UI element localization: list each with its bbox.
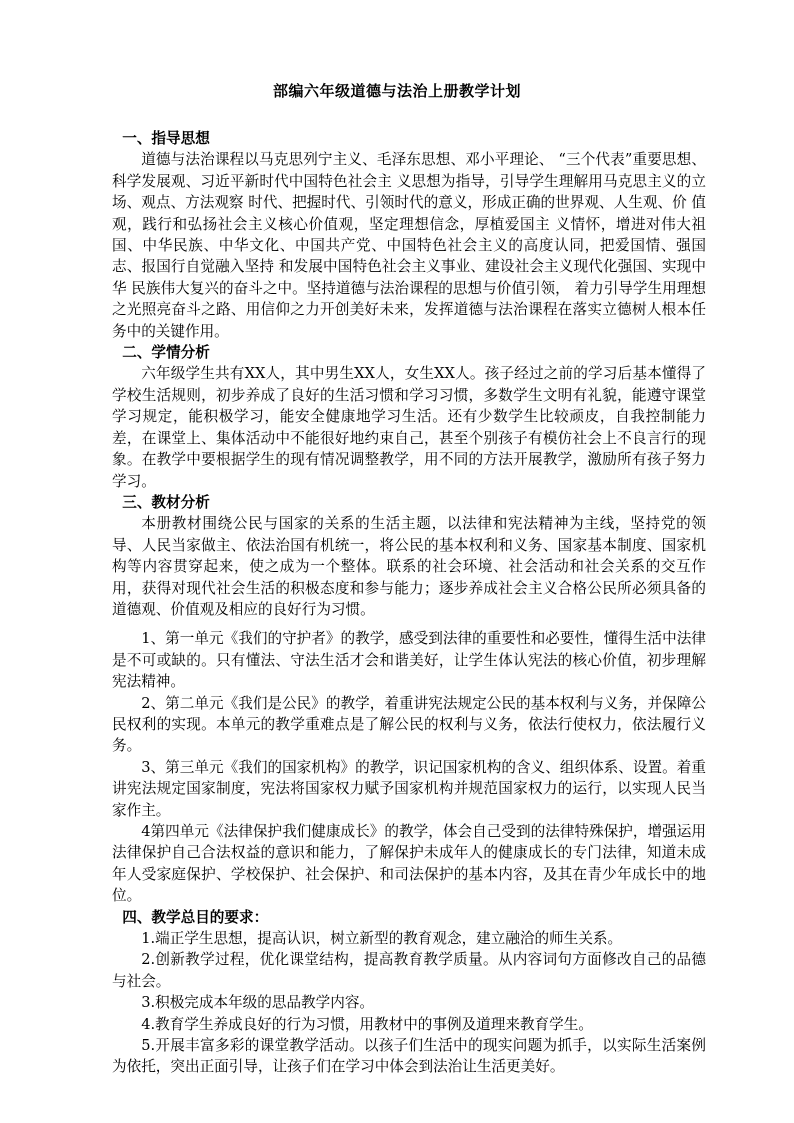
section-heading-textbook-analysis: 三、教材分析 <box>122 493 210 511</box>
goal-item-3: 3.积极完成本年级的思品教学内容。 <box>141 994 375 1012</box>
section-heading-guiding-ideology: 一、指导思想 <box>122 130 210 147</box>
paragraph-unit-3: 3、第三单元《我们的国家机构》的教学，识记国家机构的含义、组织体系、设置。着重讲宪法规定国家制度，宪法将国家权力赋予国家机构并规范国家权力的运行，以实现人民当家作主。 <box>112 758 706 819</box>
paragraph-unit-1: 1、第一单元《我们的守护者》的教学，感受到法律的重要性和必要性，懂得生活中法律是不可或缺的。只有懂法、守法生活才会和谐美好，让学生体认宪法的核心价值，初步理解宪法精神。 <box>112 630 706 691</box>
document-title: 部编六年级道德与法治上册教学计划 <box>272 82 521 100</box>
paragraph-guiding-ideology: 道德与法治课程以马克思列宁主义、毛泽东思想、邓小平理论、 “三个代表”重要思想、科学发展观、习近平新时代中国特色社会主 义思想为指导，引导学生理解用马克思主义的立场、观点、方法观察 时代、把握时代、引领时代的意义，形成正确的世界观、人生观、价 值观，践行和弘扬社会主义核心价值观，坚定理想信念，厚植爱国主 义情怀，增进对伟大祖国、中华民族、中华文化、中国共产党、中国特色社会主义的高度认同，把爱国情、强国志、报国行自觉融入坚持 和发展中国特色社会主义事业、建设社会主义现代化强国、实现中华 民族伟大复兴的奋斗之中。坚持道德与法治课程的思想与价值引领， 着力引导学生用理想之光照亮奋斗之路、用信仰之力开创美好未来，发挥道德与法治课程在落实立德树人根本任务中的关键作用。 <box>112 151 706 340</box>
goal-item-4: 4.教育学生养成良好的行为习惯，用教材中的事例及道理来教育学生。 <box>141 1015 593 1033</box>
document-body <box>112 128 706 1078</box>
paragraph-unit-4: 4第四单元《法律保护我们健康成长》的教学，体会自己受到的法律特殊保护，增强运用法律保护自己合法权益的意识和能力，了解保护未成年人的健康成长的专门法律，知道未成年人受家庭保护、学校保护、社会保护、和司法保护的基本内容，及其在青少年成长中的地位。 <box>112 823 706 905</box>
paragraph-unit-2: 2、第二单元《我们是公民》的教学，着重讲宪法规定公民的基本权利与义务，并保障公民权利的实现。本单元的教学重难点是了解公民的权利与义务，依法行使权力，依法履行义务。 <box>112 694 706 755</box>
spacer <box>112 620 706 628</box>
paragraph-textbook-analysis: 本册教材围绕公民与国家的关系的生活主题，以法律和宪法精神为主线，坚持党的领导、人民当家做主、依法治国有机统一，将公民的基本权利和义务、国家基本制度、国家机构等内容贯穿起来，使之成为一个整体。联系的社会环境、社会活动和社会关系的交互作用，获得对现代社会生活的积极态度和参与能力；逐步养成社会主义合格公民所必须具备的道德观、价值观及相应的良好行为习惯。 <box>112 515 706 618</box>
paragraph-student-analysis: 六年级学生共有XX人，其中男生XX人，女生XX人。孩子经过之前的学习后基本懂得了学校生活规则，初步养成了良好的生活习惯和学习习惯，多数学生文明有礼貌，能遵守课堂学习规定，能积极学习，能安全健康地学习生活。还有少数学生比较顽皮，自我控制能力差，在课堂上、集体活动中不能很好地约束自己，甚至个别孩子有模仿社会上不良言行的现象。在教学中要根据学生的现有情况调整教学，用不同的方法开展教学，激励所有孩子努力学习。 <box>112 365 706 490</box>
section-heading-student-analysis: 二、学情分析 <box>122 344 210 362</box>
goal-item-2: 2.创新教学过程，优化课堂结构，提高教育教学质量。从内容词句方面修改自己的品德与社会。 <box>112 951 706 990</box>
goal-item-1: 1.端正学生思想，提高认识，树立新型的教育观念，建立融洽的师生关系。 <box>141 930 623 948</box>
goal-item-5: 5.开展丰富多彩的课堂教学活动。以孩子们生活中的现实问题为抓手，以实际生活案例为依托，突出正面引导，让孩子们在学习中体会到法治让生活更美好。 <box>112 1037 706 1076</box>
section-heading-teaching-goals: 四、教学总目的要求： <box>122 908 269 926</box>
